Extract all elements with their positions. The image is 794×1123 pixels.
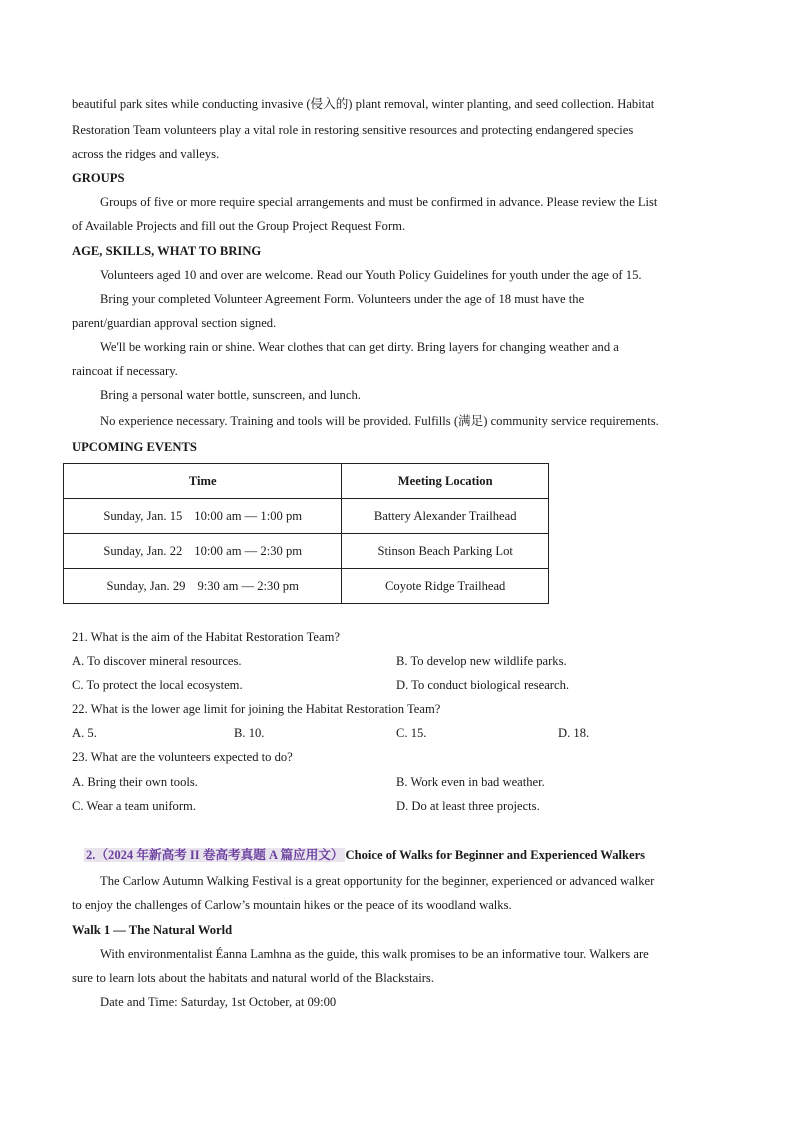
groups-heading: GROUPS bbox=[72, 171, 125, 185]
location-cell: Stinson Beach Parking Lot bbox=[342, 534, 549, 569]
groups-line-2: of Available Projects and fill out the Group Project Request Form. bbox=[72, 219, 406, 233]
intro-line-2: Restoration Team volunteers play a vital role in restoring sensitive resources and protecting endangered species bbox=[72, 123, 634, 137]
time-cell bbox=[64, 499, 342, 534]
table-row bbox=[64, 534, 549, 569]
section-2-title-line bbox=[84, 847, 645, 863]
question-21-option-a: A. To discover mineral resources. bbox=[72, 654, 242, 668]
time-cell bbox=[64, 534, 342, 569]
section-2-title: Choice of Walks for Beginner and Experienced Walkers bbox=[345, 848, 646, 862]
question-22-stem: 22. What is the lower age limit for joining the Habitat Restoration Team? bbox=[72, 702, 441, 716]
events-heading: UPCOMING EVENTS bbox=[72, 440, 197, 454]
question-22-option-c: C. 15. bbox=[396, 726, 427, 740]
section-2-paragraph-line-1: The Carlow Autumn Walking Festival is a great opportunity for the beginner, experienced or advanced walker bbox=[100, 874, 655, 888]
question-22-option-a: A. 5. bbox=[72, 726, 97, 740]
question-21-option-c: C. To protect the local ecosystem. bbox=[72, 678, 243, 692]
table-row bbox=[64, 499, 549, 534]
events-table bbox=[63, 463, 549, 604]
age-paragraph-4: Bring a personal water bottle, sunscreen, and lunch. bbox=[100, 388, 361, 402]
question-21-stem: 21. What is the aim of the Habitat Restoration Team? bbox=[72, 630, 340, 644]
event-date: Sunday, Jan. 29 bbox=[106, 578, 186, 593]
walk-1-heading: Walk 1 — The Natural World bbox=[72, 923, 233, 937]
question-23-option-c: C. Wear a team uniform. bbox=[72, 799, 196, 813]
question-23-stem: 23. What are the volunteers expected to do? bbox=[72, 750, 293, 764]
event-time: 10:00 am — 1:00 pm bbox=[194, 508, 303, 523]
groups-line-1: Groups of five or more require special arrangements and must be confirmed in advance. Please review the List bbox=[100, 195, 658, 209]
event-date: Sunday, Jan. 22 bbox=[103, 543, 183, 558]
intro-line-1: beautiful park sites while conducting invasive (侵入的) plant removal, winter planting, and seed collection. Habitat bbox=[72, 97, 655, 111]
location-cell: Battery Alexander Trailhead bbox=[342, 499, 549, 534]
event-time: 9:30 am — 2:30 pm bbox=[197, 578, 299, 593]
table-header-row bbox=[64, 464, 549, 499]
question-22-option-d: D. 18. bbox=[558, 726, 590, 740]
age-paragraph-5: No experience necessary. Training and tools will be provided. Fulfills (满足) community service requirements. bbox=[100, 414, 659, 428]
age-heading: AGE, SKILLS, WHAT TO BRING bbox=[72, 244, 262, 258]
question-23-option-b: B. Work even in bad weather. bbox=[396, 775, 545, 789]
question-21-option-d: D. To conduct biological research. bbox=[396, 678, 570, 692]
intro-line-3: across the ridges and valleys. bbox=[72, 147, 220, 161]
location-column-header: Meeting Location bbox=[342, 464, 549, 499]
age-paragraph-3-line-1: We'll be working rain or shine. Wear clothes that can get dirty. Bring layers for changing weather and a bbox=[100, 340, 619, 354]
age-paragraph-1: Volunteers aged 10 and over are welcome. Read our Youth Policy Guidelines for youth under the age of 15. bbox=[100, 268, 642, 282]
walk-1-date: Date and Time: Saturday, 1st October, at 09:00 bbox=[100, 995, 337, 1009]
walk-1-line-2: sure to learn lots about the habitats and natural world of the Blackstairs. bbox=[72, 971, 434, 985]
event-date: Sunday, Jan. 15 bbox=[103, 508, 183, 523]
time-column-header: Time bbox=[64, 464, 342, 499]
question-23-option-a: A. Bring their own tools. bbox=[72, 775, 198, 789]
source-tag: 2.（2024 年新高考 II 卷高考真题 A 篇应用文） bbox=[86, 848, 344, 862]
walk-1-line-1: With environmentalist Éanna Lamhna as the guide, this walk promises to be an informative tour. Walkers are bbox=[100, 947, 649, 961]
time-cell bbox=[64, 569, 342, 604]
event-time: 10:00 am — 2:30 pm bbox=[194, 543, 303, 558]
table-row bbox=[64, 569, 549, 604]
question-22-option-b: B. 10. bbox=[234, 726, 265, 740]
age-paragraph-2-line-2: parent/guardian approval section signed. bbox=[72, 316, 277, 330]
section-2-paragraph-line-2: to enjoy the challenges of Carlow’s mountain hikes or the peace of its woodland walks. bbox=[72, 898, 512, 912]
age-paragraph-2-line-1: Bring your completed Volunteer Agreement Form. Volunteers under the age of 18 must have the bbox=[100, 292, 585, 306]
location-cell: Coyote Ridge Trailhead bbox=[342, 569, 549, 604]
question-21-option-b: B. To develop new wildlife parks. bbox=[396, 654, 567, 668]
question-23-option-d: D. Do at least three projects. bbox=[396, 799, 540, 813]
age-paragraph-3-line-2: raincoat if necessary. bbox=[72, 364, 178, 378]
